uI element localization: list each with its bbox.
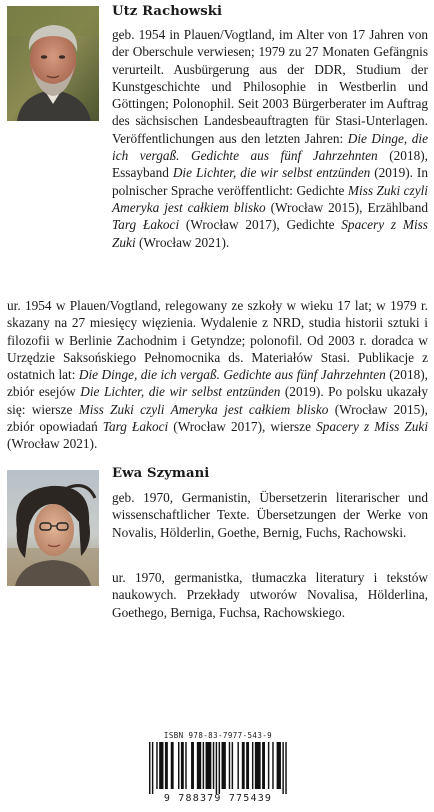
barcode-bar [252, 742, 253, 789]
barcode-bar [277, 742, 281, 789]
barcode-bar [191, 742, 194, 789]
author-name: Utz Rachowski [112, 4, 223, 19]
barcode-bars [147, 742, 289, 796]
barcode-digits: 9 788379 775439 [163, 793, 273, 804]
barcode-bar [242, 742, 245, 789]
author-photo-utz-rachowski [7, 6, 99, 121]
translator-bio-german: geb. 1970, Germanistin, Übersetzerin literarischer und wissenschaftlicher Texte. Übersetzungen der Werke von Novalis, Hölderlin, Goethe, Bernig, Fuchs, Rachowski. [112, 490, 428, 540]
author-bio-polish: ur. 1954 w Plauen/Vogtland, relegowany ze szkoły w wieku 17 lat; w 1979 r. skazany na 27 miesięcy więzienia. Wydalenie z NRD, studia historii sztuki i filozofii w Berlinie Zachodnim i Getyndze; polonofil. Od 2003 r. doradca w Urzędzie Saksońskiego Pełnomocnika ds. Materiałów Stasi. Publikacje z ostatnich lat: Die Dinge, die ich vergaß. Gedichte aus fünf Jahrzehnten (2018), zbiór esejów Die Lichter, die wir selbst entzünden (2019). Po polsku ukazały się: wiersze Miss Zuki czyli Ameryka jest całkiem blisko (Wrocław 2015), zbiór opowiadań Targ Łakoci (Wrocław 2017), wiersze Spacery z Miss Zuki (Wrocław 2021). [7, 298, 429, 452]
translator-bio-polish: ur. 1970, germanistka, tłumaczka literatury i tekstów naukowych. Przekłady utworów Novalisa, Hölderlina, Goethego, Berniga, Fuchsa, Rachowskiego. [112, 570, 428, 620]
barcode-bar [216, 742, 217, 794]
barcode-bar [152, 742, 153, 794]
barcode-bar [255, 742, 261, 789]
barcode-bar [156, 742, 157, 789]
barcode-bar [165, 742, 168, 789]
barcode-bar [185, 742, 186, 789]
isbn-barcode [141, 731, 295, 805]
barcode-bar [285, 742, 286, 794]
barcode-bar [268, 742, 269, 789]
barcode-bar [246, 742, 249, 789]
barcode-bar [232, 742, 233, 789]
barcode-bar [159, 742, 163, 789]
barcode-bar [282, 742, 283, 794]
author-bio-german: geb. 1954 in Plauen/Vogtland, im Alter von 17 Jahren von der Oberschule verwiesen; 1979 zu 27 Monaten Gefängnis verurteilt. Ausbürgerung aus der DDR, Studium der Kunstgeschichte und Philosophie in Westberlin und Göttingen; Polonophil. Seit 2003 Bürgerberater im Auftrag des sächsischen Landesbeauftragten für Stasi-Unterlagen. Veröffentlichungen aus den letzten Jahren: Die Dinge, die ich vergaß. Gedichte aus fünf Jahrzehnten (2018), Essayband Die Lichter, die wir selbst entzünden (2019). In polnischer Sprache veröffentlicht: Gedichte Miss Zuki czyli Ameryka jest całkiem blisko (Wrocław 2015), Erzählband Targ Łakoci (Wrocław 2017), Gedichte Spacery z Miss Zuki (Wrocław 2021). [112, 27, 429, 250]
barcode-bar [219, 742, 220, 794]
barcode-bar [237, 742, 238, 789]
barcode-bar [206, 742, 212, 789]
barcode-bar [203, 742, 204, 789]
barcode-bar [197, 742, 201, 789]
barcode-bar [262, 742, 265, 789]
barcode-bar [171, 742, 174, 789]
barcode-bar [229, 742, 230, 789]
barcode-bar [178, 742, 179, 789]
barcode-bar [213, 742, 214, 789]
barcode-bar [149, 742, 150, 794]
isbn-label: ISBN 978-83-7977-543-9 [163, 731, 273, 740]
translator-photo-ewa-szymani [7, 470, 99, 586]
barcode-bar [222, 742, 226, 789]
translator-name: Ewa Szymani [112, 466, 210, 481]
barcode-bar [272, 742, 273, 789]
barcode-bar [181, 742, 184, 789]
